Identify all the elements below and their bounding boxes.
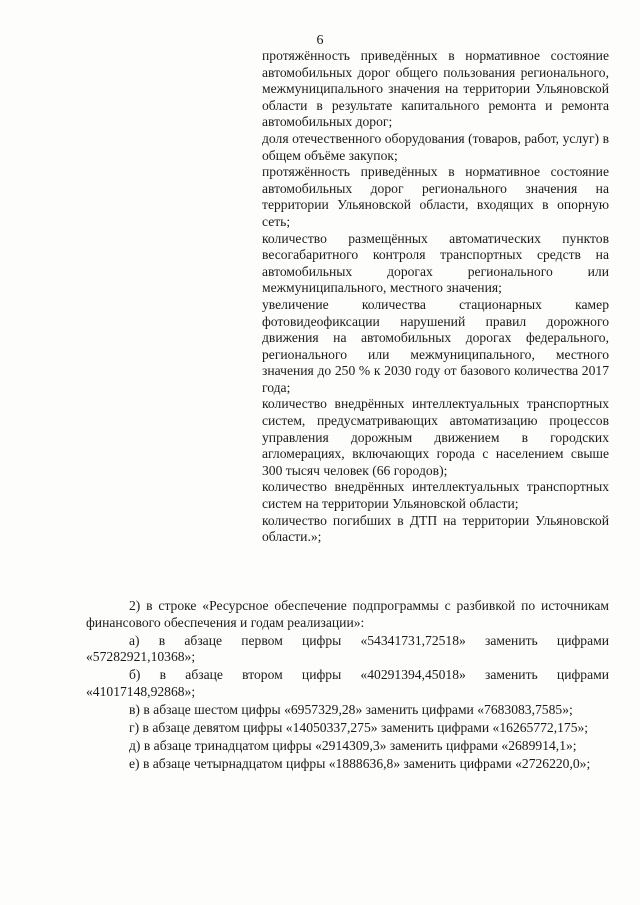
indicator-item: доля отечественного оборудования (товаров, работ, услуг) в общем объёме закупок; bbox=[262, 130, 609, 163]
indicator-item: количество погибших в ДТП на территории Ульяновской области.»; bbox=[262, 512, 609, 545]
amendment-item: а) в абзаце первом цифры «54341731,72518» заменить цифрами «57282921,10368»; bbox=[86, 632, 609, 665]
amendment-item: б) в абзаце втором цифры «40291394,45018» заменить цифрами «41017148,92868»; bbox=[86, 667, 609, 699]
page-number: 6 bbox=[316, 33, 324, 48]
amendment-item: в) в абзаце шестом цифры «6957329,28» заменить цифрами «7683083,7585»; bbox=[129, 701, 573, 717]
amendment-item: е) в абзаце четырнадцатом цифры «1888636,8» заменить цифрами «2726220,0»; bbox=[129, 755, 591, 771]
indicator-item: количество размещённых автоматических пунктов весогабаритного контроля транспортных средств на автомобильных дорогах регионального или межмуниципального, местного значения; bbox=[262, 230, 609, 296]
amendments-section bbox=[86, 598, 609, 772]
indicator-item: количество внедрённых интеллектуальных транспортных систем, предусматривающих автоматизацию процессов управления дорожным движением в городских агломерациях, включающих города с населением свыше 300 тысяч человек (66 городов); bbox=[262, 396, 609, 478]
amendment-item: д) в абзаце тринадцатом цифры «2914309,3» заменить цифрами «2689914,1»; bbox=[129, 737, 577, 753]
indicator-list bbox=[262, 48, 609, 546]
amendment-intro: 2) в строке «Ресурсное обеспечение подпрограммы с разбивкой по источникам финансового обеспечения и годам реализации»: bbox=[86, 598, 609, 630]
amendment-item: г) в абзаце девятом цифры «14050337,275» заменить цифрами «16265772,175»; bbox=[129, 719, 589, 735]
indicator-item: количество внедрённых интеллектуальных транспортных систем на территории Ульяновской области; bbox=[262, 479, 609, 512]
indicator-item: увеличение количества стационарных камер фотовидеофиксации нарушений правил дорожного движения на автомобильных дорогах федерального, регионального или межмуниципального, местного значения до 250 % к 2030 году от базового количества 2017 года; bbox=[262, 296, 609, 395]
indicator-item: протяжённость приведённых в нормативное состояние автомобильных дорог общего пользования регионального, межмуниципального значения на территории Ульяновской области в результате капитального ремонта и ремонта автомобильных дорог; bbox=[262, 48, 609, 130]
indicator-item: протяжённость приведённых в нормативное состояние автомобильных дорог регионального значения на территории Ульяновской области, входящих в опорную сеть; bbox=[262, 164, 609, 229]
